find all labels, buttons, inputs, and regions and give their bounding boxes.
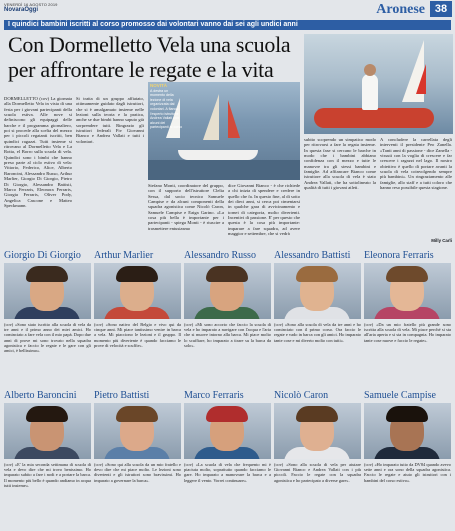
page-header xyxy=(0,0,455,20)
photo-caption xyxy=(150,84,184,130)
article-headline: Con Dormelletto Vela una scuola per affrontare le regate e la vita xyxy=(8,32,291,82)
profile-bio: (cov) «Ho imparato tutto da DV84 quando avevo sette anni e ora sono della squadra agonistica. Faccio le regate e aiuto gli istruttori con i bambini del corso estivo». xyxy=(364,462,451,483)
profile-card xyxy=(4,389,91,526)
article-signature: Milly Carli xyxy=(431,238,452,243)
section-title: Aronese xyxy=(376,2,425,17)
profile-card xyxy=(4,249,91,386)
profile-photo xyxy=(184,403,271,459)
profile-photo xyxy=(274,403,361,459)
profile-bio: (cov) «Mi sono accorto che faccio la scuola di vela e ho imparato a navigare con l'acqua e l'aria che si muove intorno alla barca. Mi piace molto lo scuffiare, ho imparato a tirare su la barca da solo». xyxy=(184,322,271,348)
article-column-6: A concludere la carrellata degli interventi il presidente Peo Zanella. «Tanti anni di passione - dice Zanella - vissuti con la voglia di crescere e far crescere i ragazzi nel lago. Il nostro obiettivo è quello di portare avanti la scuola di vela coinvolgendo sempre più bambini». Un ringraziamento alle famiglie, allo staff e a tutti coloro che hanno reso possibile questa stagione. xyxy=(380,137,452,191)
profile-card xyxy=(274,249,361,386)
profile-photo xyxy=(364,263,451,319)
profile-photo xyxy=(364,403,451,459)
article-column-1: DORMELLETTO (cov) La giornata alla Dormelletto Vela in vista di una festa per i giovani partecipanti della scuola estiva. Alle nove si definiscono gli equipaggi delle barche e il programma giornaliero, poi si procede alla scelta del mezzo per i piccoli regatanti iscritti, ben quindici ragazzi. Tutti insieme si ritrovano al Dormelletto Vela e La Rotta, el Borro sulla scuola di vela. Quindici sono i bimbi che hanno preso parte al ciclo estivo di vela: Vittorio, Federico, Alice, Alberto Baroncini, Alessandro Russo, Arthur Marlier, Giorgio Di Giorgio, Pietro Di Giorgio, Alessandro Battisti, Marco Ferraris, Eleonora Ferraris, Giorgia Ferraris, Oliver Pody, Angelica Cascone e Matteo Speckmann. xyxy=(4,96,72,208)
profile-bio: (cov) «Sono alla scuola di vela per aiutare Giovanni Bianco e Andrea Vallati con i più piccoli. Faccio le regate con la squadra agonistica e ho partecipato a diverse gare». xyxy=(274,462,361,483)
profile-name: Marco Ferraris xyxy=(184,390,244,401)
photo-instructor-boat xyxy=(304,34,453,134)
profile-bio: (cov) «Sono qui alla scuola da un mio fratello e devo dire che mi piace molto. Le lezioni sono divertenti e gli istruttori sono bravissimi. Ho imparato a governare la barca». xyxy=(94,462,181,483)
profile-card xyxy=(94,389,181,526)
profile-card xyxy=(184,249,271,386)
profile-photo xyxy=(274,263,361,319)
profile-card xyxy=(364,249,451,386)
article-column-2: Si tratta di un gruppo affiatato, ottimamente guidato dagli istruttori, che si è amalgamato insieme nelle lezioni sulla teoria e la pratica, anche se due bimbi hanno saputo già sorprendere tutti. Ringrazio gli istruttori federali Fiv Giovanni Bianco e Andrea Vallati e tutti i volontari. xyxy=(76,96,144,144)
profile-bio: (cov) «Sono nativo del Belgio e vivo qui da cinque anni. Mi piace tantissimo venire in barca a vela. Mi piacciono le lezioni e il gruppo. Il momento più divertente è quando facciamo le prove di velocità e scuffie». xyxy=(94,322,181,348)
profile-photo xyxy=(94,263,181,319)
page-number: 38 xyxy=(430,1,452,17)
profile-name: Giorgio Di Giorgio xyxy=(4,250,81,261)
article-column-5: subito scoprendo un simpatico modo per ritrovarsi a fare la regata insieme. In questa fase si cercano le barche in modo che i bambini abbiano confidenza con il mezzo e tutte le manovre tra gli stessi bambini e famiglie. Ad affiancare Bianco come istruttore alla scuola di vela è stato Andrea Vallati, che ha sottolineato la qualità di tutti i giovani atleti. xyxy=(304,137,376,191)
profile-name: Alessandro Battisti xyxy=(274,250,351,261)
masthead: NovaraOggi xyxy=(4,7,39,13)
photo-sailing-lesson xyxy=(148,82,300,180)
profile-bio: (cov) «La scuola di vela che frequento mi è piaciuta molto, soprattutto quando facciamo le gare. Ho imparato a manovrare la barca e a leggere il vento. Vorrei continuare». xyxy=(184,462,271,483)
profile-bio: (cov) «Da un mio fratello più grande sono iscritta alla scuola di vela. Mi piace perché si sta all'aria aperta e si sta in compagnia. Ho imparato tante cose nuove e faccio le regate». xyxy=(364,322,451,343)
issue-date: VENERDÌ 16 AGOSTO 2019 xyxy=(4,2,58,7)
article-column-3: Stefano Monti, coordinatore del gruppo, con il supporto dell'istruttore Clelia Sessa, dal socio tecnico Samuele Campise e da alcuni componenti della squadra agonistica come Nicolò Caron, Samuele Campise e Eaiga Garino. «La cosa più bella è importante per i partecipanti - spiega Monti - è riuscire a trasmettere entusiasmo xyxy=(148,183,224,231)
profile-name: Eleonora Ferraris xyxy=(364,250,434,261)
profile-photo xyxy=(4,263,91,319)
article-kicker: I quindici bambini iscritti al corso promosso dai volontari vanno dai sei agli undici anni xyxy=(4,20,451,30)
profile-photo xyxy=(4,403,91,459)
profile-bio: (cov) «Sono alla scuola di vela da tre anni e ho cominciato con il primo corso. Ora faccio le regate e vado in barca con gli amici. Ho imparato tante cose e mi diverto molto con tutti». xyxy=(274,322,361,343)
profile-photo xyxy=(184,263,271,319)
profile-card xyxy=(364,389,451,526)
profile-card xyxy=(94,249,181,386)
profile-card xyxy=(184,389,271,526)
profile-name: Alessandro Russo xyxy=(184,250,256,261)
profile-bio: (cov) «Sono stato iscritto alla scuola di vela da tre anni e il primo anno dei miei amici. Ho cominciato a fare vela con il mio papà. Dopo due anni di prove mi sono trovato nella squadra agonistica e faccio le regate e le gare con gli amici, è bellissimo». xyxy=(4,322,91,354)
profile-name: Pietro Battisti xyxy=(94,390,150,401)
profile-photo xyxy=(94,403,181,459)
photo-caption-text: A destra un momento della lezione di vela organizzata dai volontari. A fianco l'esperto istruttore Andrea Vallati con alcuni dei partecipanti al corso xyxy=(150,88,183,130)
profile-name: Arthur Marlier xyxy=(94,250,154,261)
article-column-4: dice Giovanni Bianco - è che richiede a chi inizia di spendere e credere in quello che fa. In questo fine, al di sotto dei dieci anni, si cerca poi cimentarsi in qualche gara di avvicinamento e tornei di categoria, molto divertenti. Incentivi di passione. E' per questo che questa è la cosa più importante: imparare a fare squadra, ad avere maggior e settembre, che si vedrà xyxy=(228,183,300,237)
profile-card xyxy=(274,389,361,526)
photo-caption-title: NOVITÀ xyxy=(150,83,168,88)
profile-name: Alberto Baroncini xyxy=(4,390,77,401)
profile-name: Nicolò Caron xyxy=(274,390,329,401)
profile-name: Samuele Campise xyxy=(364,390,436,401)
profile-bio: (cov) «E' la mia seconda settimana di scuola di vela e devo dire che mi trovo benissimo. Ho imparato subito a fare i nodi e a portare la barca. Il momento più bello è quando andiamo in acqua tutti insieme». xyxy=(4,462,91,488)
